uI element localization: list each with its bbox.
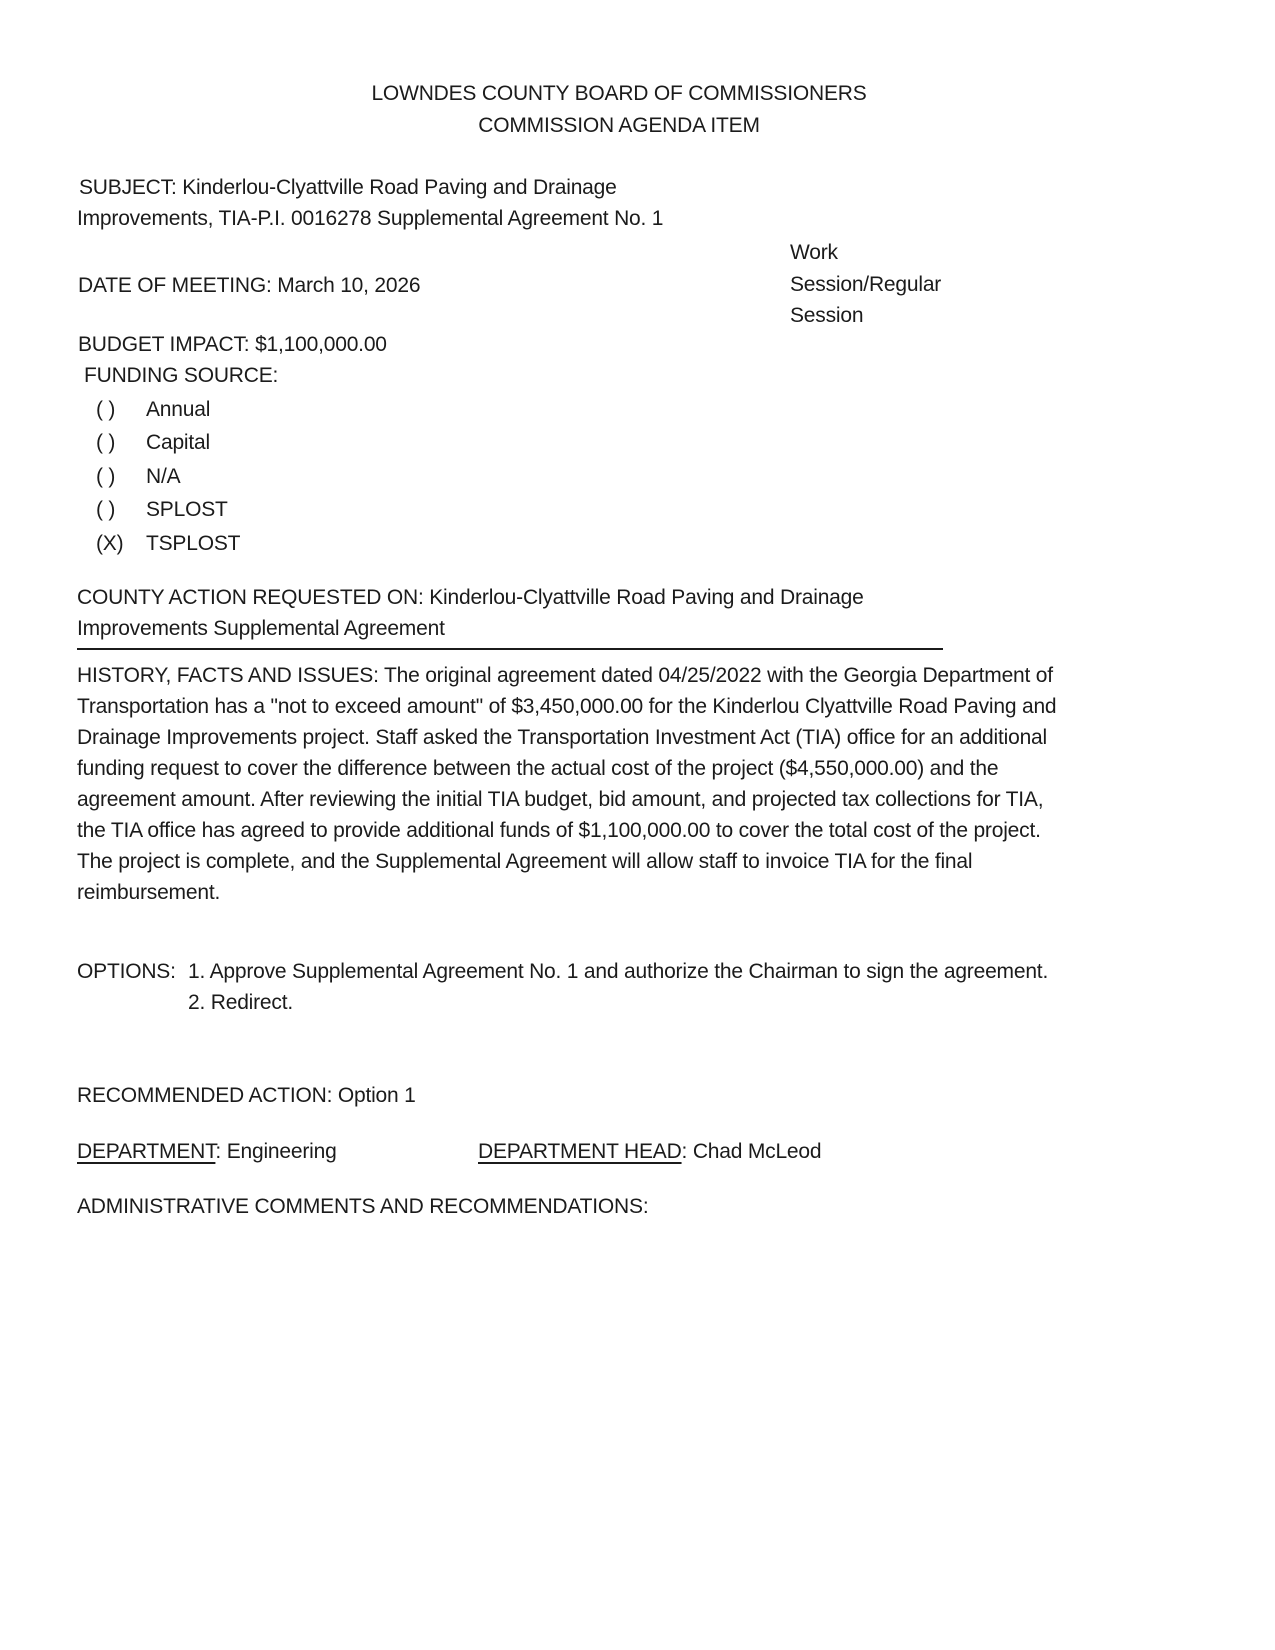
recommended-action: RECOMMENDED ACTION: Option 1 xyxy=(77,1084,416,1107)
history-line: the TIA office has agreed to provide additional funds of $1,100,000.00 to cover the total cost of the project. xyxy=(77,819,1041,842)
option-2: 2. Redirect. xyxy=(188,991,293,1014)
funding-option-label-capital: Capital xyxy=(146,431,210,454)
session-type-line2: Session/Regular xyxy=(790,273,942,296)
department-head-label: DEPARTMENT HEAD xyxy=(478,1140,682,1163)
history-line: funding request to cover the difference between the actual cost of the project ($4,550,000.00) and the xyxy=(77,757,999,780)
history-line: HISTORY, FACTS AND ISSUES: The original agreement dated 04/25/2022 with the Georgia Department of xyxy=(77,664,1053,687)
session-type-line1: Work xyxy=(790,241,838,264)
subject-line1: SUBJECT: Kinderlou-Clyattville Road Paving and Drainage xyxy=(79,176,617,199)
department-head-group xyxy=(478,1136,821,1167)
funding-option-capital xyxy=(96,427,210,458)
document-title-line1: LOWNDES COUNTY BOARD OF COMMISSIONERS xyxy=(371,82,867,105)
document-title-line2: COMMISSION AGENDA ITEM xyxy=(478,114,760,137)
checkbox-marker-annual: ( ) xyxy=(96,398,116,421)
funding-option-label-tsplost: TSPLOST xyxy=(146,532,241,555)
department-head-value: : Chad McLeod xyxy=(681,1140,822,1163)
funding-option-label-splost: SPLOST xyxy=(146,498,228,521)
date-of-meeting: DATE OF MEETING: March 10, 2026 xyxy=(78,274,421,297)
checkbox-marker-capital: ( ) xyxy=(96,431,116,454)
option-1: 1. Approve Supplemental Agreement No. 1 and authorize the Chairman to sign the agreement. xyxy=(188,960,1049,983)
session-type-line3: Session xyxy=(790,304,864,327)
funding-source-label: FUNDING SOURCE: xyxy=(84,364,279,387)
department-label: DEPARTMENT xyxy=(77,1140,216,1163)
checkbox-marker-na: ( ) xyxy=(96,465,116,488)
department-row xyxy=(77,1136,822,1167)
funding-option-label-na: N/A xyxy=(146,465,181,488)
administrative-comments-label: ADMINISTRATIVE COMMENTS AND RECOMMENDATIONS: xyxy=(77,1195,649,1218)
history-line: agreement amount. After reviewing the initial TIA budget, bid amount, and projected tax collections for TIA, xyxy=(77,788,1044,811)
history-line: Drainage Improvements project. Staff asked the Transportation Investment Act (TIA) office for an additional xyxy=(77,726,1047,749)
funding-option-na xyxy=(96,461,181,492)
county-action-line1: COUNTY ACTION REQUESTED ON: Kinderlou-Clyattville Road Paving and Drainage xyxy=(77,586,864,609)
department-value: : Engineering xyxy=(215,1140,337,1163)
checkbox-marker-splost: ( ) xyxy=(96,498,116,521)
checkbox-marker-tsplost: (X) xyxy=(96,532,124,555)
budget-impact: BUDGET IMPACT: $1,100,000.00 xyxy=(78,333,387,356)
county-action-divider-line xyxy=(77,648,943,650)
funding-option-tsplost-checked xyxy=(96,528,241,559)
history-line: The project is complete, and the Supplemental Agreement will allow staff to invoice TIA for the final xyxy=(77,850,973,873)
history-line: reimbursement. xyxy=(77,881,221,904)
options-label: OPTIONS: xyxy=(77,960,176,983)
subject-line2: Improvements, TIA-P.I. 0016278 Supplemental Agreement No. 1 xyxy=(77,207,664,230)
history-line: Transportation has a "not to exceed amount" of $3,450,000.00 for the Kinderlou Clyattville Road Paving and xyxy=(77,695,1057,718)
county-action-line2: Improvements Supplemental Agreement xyxy=(77,617,445,640)
funding-option-annual xyxy=(96,394,211,425)
funding-option-label-annual: Annual xyxy=(146,398,211,421)
funding-option-splost xyxy=(96,494,228,525)
